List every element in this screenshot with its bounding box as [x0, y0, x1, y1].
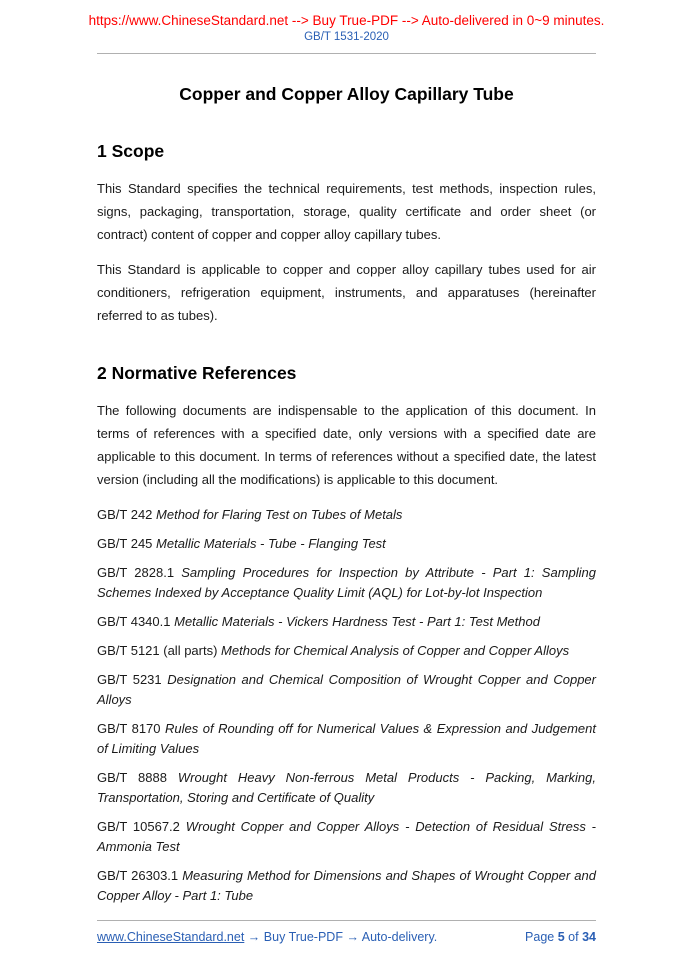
reference-item [97, 563, 596, 603]
total-pages: 34 [582, 930, 596, 944]
reference-code: GB/T 8888 [97, 770, 167, 785]
reference-item [97, 612, 596, 632]
document-title: Copper and Copper Alloy Capillary Tube [179, 84, 514, 104]
reference-title: Wrought Heavy Non-ferrous Metal Products - Packing, Marking, Transportation, Storing and Certificate of Quality [97, 770, 596, 805]
normative-intro-paragraph: The following documents are indispensable to the application of this document. In terms of references with a specified date, only versions with a specified date are applicable to this document. In terms of references without a specified date, the latest version (including all the modifications) is applicable to this document. [97, 403, 596, 487]
footer-promo [97, 930, 437, 944]
of-label: of [568, 930, 579, 944]
reference-item [97, 641, 596, 661]
reference-item [97, 866, 596, 906]
header-divider [97, 53, 596, 54]
section-heading-scope: 1 Scope [97, 141, 165, 161]
reference-code: GB/T 242 [97, 507, 153, 522]
page-number: 5 [557, 930, 565, 944]
scope-paragraph-2: This Standard is applicable to copper and copper alloy capillary tubes used for air conditioners, refrigeration equipment, instruments, and apparatuses (hereinafter referred to as tubes). [97, 262, 596, 323]
reference-item [97, 670, 596, 710]
reference-code: GB/T 26303.1 [97, 868, 179, 883]
arrow-icon: → [247, 930, 261, 944]
reference-title: Metallic Materials - Tube - Flanging Test [156, 536, 386, 551]
reference-item [97, 768, 596, 808]
scope-paragraph-1: This Standard specifies the technical requirements, test methods, inspection rules, signs, packaging, transportation, storage, quality certificate and order sheet (or contract) content of copper and copper alloy capillary tubes. [97, 181, 596, 242]
arrow-icon: → [346, 930, 359, 944]
page-label: Page [525, 930, 555, 944]
footer-buy-text: Buy True-PDF [263, 930, 343, 944]
document-body [0, 141, 693, 906]
reference-title: Metallic Materials - Vickers Hardness Test - Part 1: Test Method [174, 614, 540, 629]
reference-item [97, 505, 596, 525]
reference-code: GB/T 2828.1 [97, 565, 175, 580]
reference-code: GB/T 8170 [97, 721, 161, 736]
section-heading-normative-references: 2 Normative References [97, 363, 297, 383]
reference-title: Wrought Copper and Copper Alloys - Detection of Residual Stress - Ammonia Test [97, 819, 596, 854]
reference-code: GB/T 5121 (all parts) [97, 643, 218, 658]
reference-title: Method for Flaring Test on Tubes of Metals [156, 507, 403, 522]
reference-title: Designation and Chemical Composition of Wrought Copper and Copper Alloys [97, 672, 596, 707]
reference-title: Sampling Procedures for Inspection by Attribute - Part 1: Sampling Schemes Indexed by Acceptance Quality Limit (AQL) for Lot-by-lot Inspection [97, 565, 596, 600]
footer-site-link[interactable]: www.ChineseStandard.net [97, 930, 245, 944]
reference-code: GB/T 5231 [97, 672, 162, 687]
reference-title: Rules of Rounding off for Numerical Values & Expression and Judgement of Limiting Values [97, 721, 596, 756]
reference-item [97, 817, 596, 857]
reference-item [97, 719, 596, 759]
promo-banner: https://www.ChineseStandard.net --> Buy True-PDF --> Auto-delivered in 0~9 minutes. [88, 13, 605, 28]
page-indicator [525, 930, 596, 944]
reference-item [97, 534, 596, 554]
reference-code: GB/T 4340.1 [97, 614, 171, 629]
footer-delivery-text: Auto-delivery. [361, 930, 438, 944]
reference-code: GB/T 10567.2 [97, 819, 180, 834]
page-footer [97, 920, 596, 944]
reference-code: GB/T 245 [97, 536, 153, 551]
references-list [97, 505, 596, 906]
reference-title: Methods for Chemical Analysis of Copper and Copper Alloys [221, 643, 570, 658]
reference-title: Measuring Method for Dimensions and Shapes of Wrought Copper and Copper Alloy - Part 1: Tube [97, 868, 596, 903]
standard-number: GB/T 1531-2020 [304, 31, 389, 43]
